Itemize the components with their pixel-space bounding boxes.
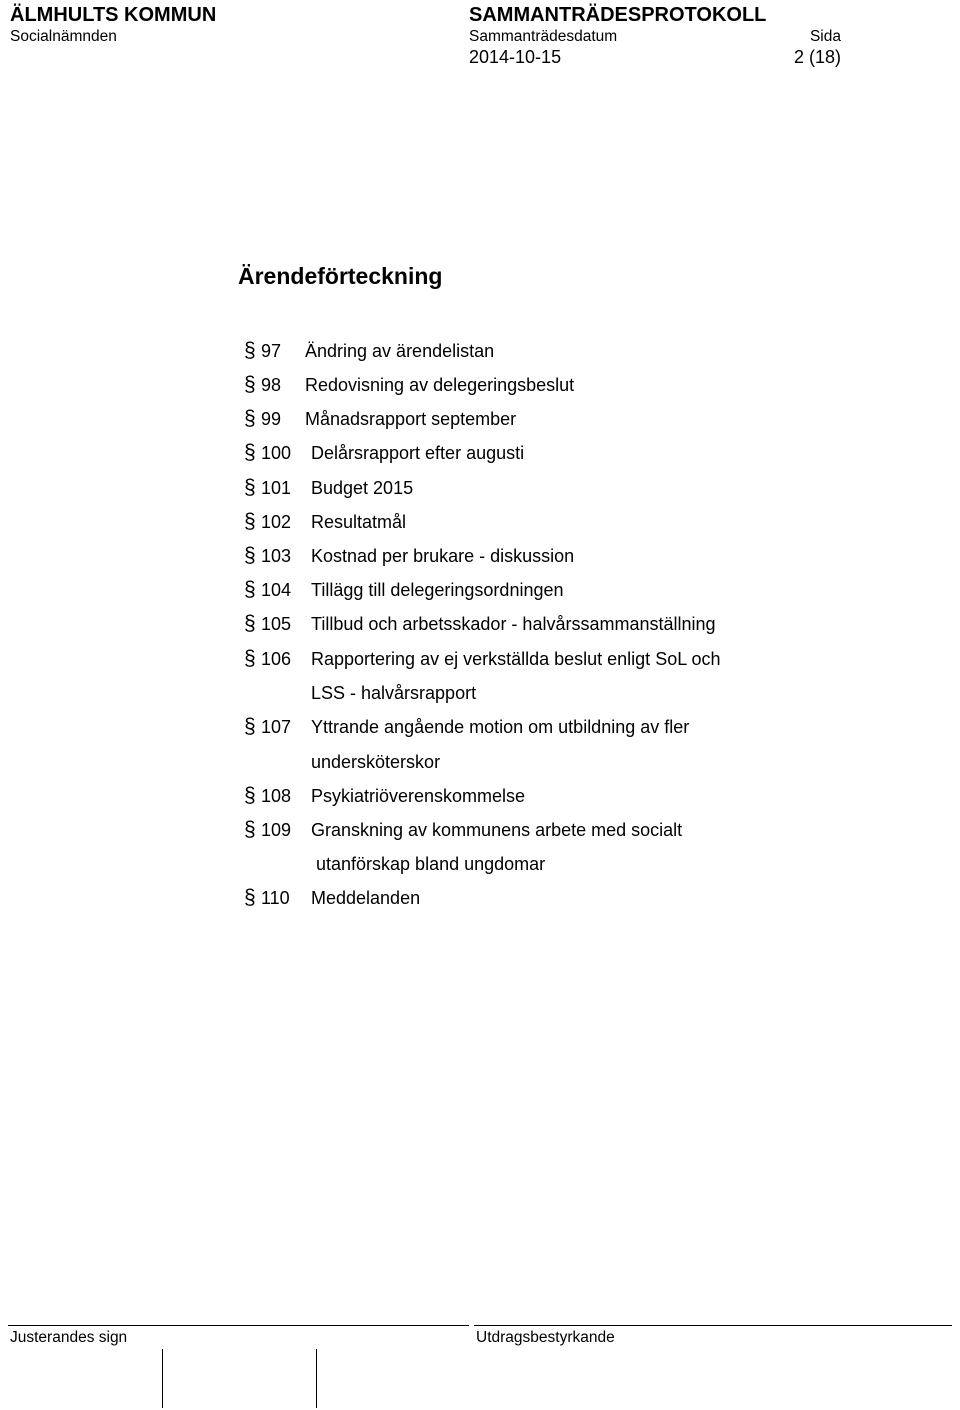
- item-number: 106: [261, 649, 292, 669]
- section-symbol: §: [244, 818, 256, 841]
- item-text: Kostnad per brukare - diskussion: [311, 546, 575, 566]
- section-symbol: §: [244, 476, 256, 499]
- footer-rule-right: [474, 1325, 952, 1326]
- item-text: Budget 2015: [311, 478, 414, 498]
- item-text: Psykiatriöverenskommelse: [311, 786, 526, 806]
- item-text: Granskning av kommunens arbete med socialt: [311, 820, 683, 840]
- section-symbol: §: [244, 339, 256, 362]
- item-text: Månadsrapport september: [305, 409, 517, 429]
- item-text: Ändring av ärendelistan: [305, 341, 495, 361]
- item-number: 103: [261, 546, 292, 566]
- item-number: 97: [261, 341, 282, 361]
- page-label: Sida: [809, 28, 841, 45]
- item-number: 109: [261, 820, 292, 840]
- meeting-date: 2014-10-15: [469, 47, 562, 67]
- section-symbol: §: [244, 715, 256, 738]
- item-text: Tillägg till delegeringsordningen: [311, 580, 564, 600]
- item-number: 100: [261, 443, 292, 463]
- item-text: Delårsrapport efter augusti: [311, 443, 525, 463]
- signature-divider: [316, 1349, 317, 1408]
- item-number: 104: [261, 580, 292, 600]
- item-number: 108: [261, 786, 292, 806]
- footer-justerandes-sign: Justerandes sign: [10, 1329, 128, 1346]
- item-number: 105: [261, 614, 292, 634]
- date-label: Sammanträdesdatum: [469, 28, 618, 45]
- section-symbol: §: [244, 373, 256, 396]
- section-symbol: §: [244, 647, 256, 670]
- page-title: Ärendeförteckning: [238, 263, 443, 289]
- item-text-continuation: utanförskap bland ungdomar: [316, 854, 546, 874]
- page-number: 2 (18): [793, 47, 841, 67]
- section-symbol: §: [244, 441, 256, 464]
- item-text: Meddelanden: [311, 888, 421, 908]
- item-text: Tillbud och arbetsskador - halvårssammanställning: [311, 614, 716, 634]
- section-symbol: §: [244, 544, 256, 567]
- item-text: Redovisning av delegeringsbeslut: [305, 375, 575, 395]
- section-symbol: §: [244, 578, 256, 601]
- document-type: SAMMANTRÄDESPROTOKOLL: [469, 4, 767, 26]
- item-number: 102: [261, 512, 292, 532]
- item-number: 101: [261, 478, 292, 498]
- department-name: Socialnämnden: [10, 28, 117, 45]
- organization-name: ÄLMHULTS KOMMUN: [10, 4, 217, 26]
- item-number: 110: [261, 888, 290, 908]
- item-number: 99: [261, 409, 282, 429]
- item-number: 107: [261, 717, 292, 737]
- section-symbol: §: [244, 407, 256, 430]
- signature-divider: [162, 1349, 163, 1408]
- item-text-continuation: LSS - halvårsrapport: [311, 683, 477, 703]
- section-symbol: §: [244, 886, 256, 909]
- section-symbol: §: [244, 612, 256, 635]
- item-number: 98: [261, 375, 282, 395]
- footer-rule-left: [8, 1325, 469, 1326]
- item-text: Rapportering av ej verkställda beslut enligt SoL och: [311, 649, 721, 669]
- section-symbol: §: [244, 784, 256, 807]
- item-text: Resultatmål: [311, 512, 407, 532]
- item-text-continuation: undersköterskor: [311, 752, 441, 772]
- item-text: Yttrande angående motion om utbildning av fler: [311, 717, 690, 737]
- section-symbol: §: [244, 510, 256, 533]
- footer-utdragsbestyrkande: Utdragsbestyrkande: [476, 1329, 615, 1346]
